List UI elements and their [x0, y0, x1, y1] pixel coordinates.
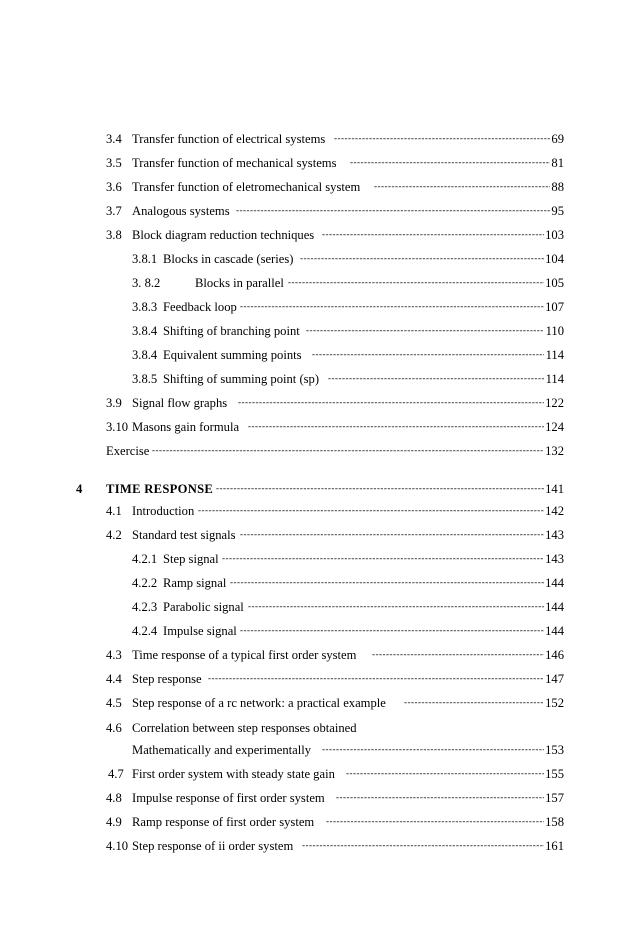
entry-title: Block diagram reduction techniques — [132, 228, 315, 242]
entry-number: 4.4 — [106, 672, 122, 686]
toc-entry-3-6 — [0, 178, 638, 196]
toc-entry-4-6 — [0, 719, 638, 737]
toc-entry-3-8-2 — [0, 274, 638, 292]
dot-leader — [240, 526, 544, 544]
entry-page: 143 — [545, 552, 564, 566]
chapter-number: 4 — [76, 482, 83, 496]
toc-entry-4-1 — [0, 502, 638, 520]
dot-leader — [328, 370, 544, 388]
entry-page: 69 — [551, 132, 564, 146]
entry-number: 3.9 — [106, 396, 122, 410]
dot-leader — [240, 298, 544, 316]
dot-leader — [288, 274, 544, 292]
entry-number: 4.9 — [106, 815, 122, 829]
entry-number: 4.2.2 — [132, 576, 158, 590]
toc-entry-4-5 — [0, 694, 638, 712]
entry-page: 142 — [545, 504, 564, 518]
toc-entry-3-9 — [0, 394, 638, 412]
toc-entry-4-2-4 — [0, 622, 638, 640]
entry-page: 105 — [545, 276, 564, 290]
entry-number: 3.6 — [106, 180, 122, 194]
entry-page: 153 — [545, 743, 564, 757]
entry-title-continued: Mathematically and experimentally — [132, 743, 312, 757]
entry-page: 152 — [545, 696, 564, 710]
entry-number: 3.10 — [106, 420, 129, 434]
entry-page: 114 — [545, 348, 564, 362]
toc-entry-4-2-3 — [0, 598, 638, 616]
chapter-title: TIME RESPONSE — [106, 482, 214, 496]
entry-number: 3.8.3 — [132, 300, 158, 314]
toc-entry-3-8-5 — [0, 370, 638, 388]
entry-title: First order system with steady state gain — [132, 767, 335, 781]
toc-entry-4-6-continued — [0, 741, 638, 759]
toc-entry-3-7 — [0, 202, 638, 220]
entry-page: 88 — [551, 180, 564, 194]
entry-page: 155 — [545, 767, 564, 781]
dot-leader — [302, 837, 544, 855]
entry-page: 124 — [545, 420, 564, 434]
dot-leader — [238, 394, 544, 412]
entry-title: Transfer function of electrical systems — [132, 132, 326, 146]
entry-number: 3.8 — [106, 228, 122, 242]
dot-leader — [312, 346, 544, 364]
entry-title: Shifting of branching point — [163, 324, 300, 338]
toc-entry-4-4 — [0, 670, 638, 688]
entry-title: Feedback loop — [163, 300, 237, 314]
entry-title: Equivalent summing points — [163, 348, 302, 362]
entry-number: 4.2.4 — [132, 624, 158, 638]
entry-page: 114 — [545, 372, 564, 386]
entry-title: Signal flow graphs — [132, 396, 228, 410]
toc-entry-3-4 — [0, 130, 638, 148]
entry-number: 3. 8.2 — [132, 276, 161, 290]
entry-title: Exercise — [106, 444, 150, 458]
entry-title: Impulse response of first order system — [132, 791, 325, 805]
entry-number: 3.8.1 — [132, 252, 158, 266]
entry-title: Introduction — [132, 504, 195, 518]
toc-entry-4-9 — [0, 813, 638, 831]
toc-entry-4-10 — [0, 837, 638, 855]
entry-page: 143 — [545, 528, 564, 542]
entry-number: 3.8.5 — [132, 372, 158, 386]
entry-number: 3.5 — [106, 156, 122, 170]
entry-page: 144 — [545, 624, 564, 638]
entry-number: 4.5 — [106, 696, 122, 710]
entry-page: 161 — [545, 839, 564, 853]
toc-entry-4-2-2 — [0, 574, 638, 592]
toc-entry-3-5 — [0, 154, 638, 172]
entry-page: 157 — [545, 791, 564, 805]
entry-title: Parabolic signal — [163, 600, 244, 614]
dot-leader — [322, 226, 544, 244]
dot-leader — [248, 418, 544, 436]
toc-entry-3-8 — [0, 226, 638, 244]
entry-number: 3.4 — [106, 132, 122, 146]
entry-title: Masons gain formula — [132, 420, 240, 434]
entry-page: 147 — [545, 672, 564, 686]
entry-number: 4.2.3 — [132, 600, 158, 614]
entry-title: Transfer function of eletromechanical system — [132, 180, 361, 194]
entry-number: 3.8.4 — [132, 348, 158, 362]
toc-entry-3-8-3 — [0, 298, 638, 316]
entry-page: 103 — [545, 228, 564, 242]
entry-page: 81 — [551, 156, 564, 170]
entry-page: 144 — [545, 576, 564, 590]
dot-leader — [248, 598, 544, 616]
toc-entry-3-8-4b — [0, 346, 638, 364]
toc-entry-exercise — [0, 442, 638, 460]
entry-number: 4.2.1 — [132, 552, 158, 566]
entry-number: 4.1 — [106, 504, 122, 518]
dot-leader — [230, 574, 544, 592]
entry-title: Shifting of summing point (sp) — [163, 372, 320, 386]
entry-title: Impulse signal — [163, 624, 237, 638]
entry-page: 95 — [551, 204, 564, 218]
toc-chapter-4 — [0, 480, 638, 498]
entry-page: 122 — [545, 396, 564, 410]
entry-page: 158 — [545, 815, 564, 829]
entry-title: Transfer function of mechanical systems — [132, 156, 337, 170]
toc-entry-4-2 — [0, 526, 638, 544]
toc-entry-4-8 — [0, 789, 638, 807]
dot-leader — [334, 130, 550, 148]
entry-number: 3.7 — [106, 204, 122, 218]
dot-leader — [306, 322, 544, 340]
entry-page: 107 — [545, 300, 564, 314]
toc-entry-4-2-1 — [0, 550, 638, 568]
entry-number: 4.8 — [106, 791, 122, 805]
entry-number: 4.2 — [106, 528, 122, 542]
dot-leader — [300, 250, 544, 268]
entry-number: 4.10 — [106, 839, 129, 853]
entry-title: Blocks in cascade (series) — [163, 252, 294, 266]
entry-title: Standard test signals — [132, 528, 236, 542]
toc-entry-3-8-4a — [0, 322, 638, 340]
dot-leader — [208, 670, 544, 688]
entry-title: Analogous systems — [132, 204, 230, 218]
entry-title: Step response of ii order system — [132, 839, 294, 853]
entry-page: 104 — [545, 252, 564, 266]
entry-title: Step response of a rc network: a practical example — [132, 696, 386, 710]
dot-leader — [322, 741, 544, 759]
entry-title: Correlation between step responses obtained — [132, 721, 357, 735]
dot-leader — [326, 813, 544, 831]
dot-leader — [372, 646, 544, 664]
entry-title: Step response — [132, 672, 202, 686]
entry-page: 146 — [545, 648, 564, 662]
dot-leader — [152, 442, 544, 460]
entry-title: Ramp signal — [163, 576, 227, 590]
entry-page: 141 — [545, 482, 564, 496]
dot-leader — [336, 789, 544, 807]
toc-entry-4-3 — [0, 646, 638, 664]
dot-leader — [198, 502, 544, 520]
entry-title: Step signal — [163, 552, 219, 566]
dot-leader — [216, 480, 544, 498]
entry-number: 4.3 — [106, 648, 122, 662]
dot-leader — [236, 202, 550, 220]
dot-leader — [222, 550, 544, 568]
entry-title: Ramp response of first order system — [132, 815, 315, 829]
entry-number: 4.6 — [106, 721, 122, 735]
entry-number: 4.7 — [108, 767, 124, 781]
toc-entry-3-10 — [0, 418, 638, 436]
toc-entry-4-7 — [0, 765, 638, 783]
entry-page: 144 — [545, 600, 564, 614]
dot-leader — [240, 622, 544, 640]
dot-leader — [346, 765, 544, 783]
entry-page: 110 — [545, 324, 564, 338]
entry-title: Blocks in parallel — [195, 276, 284, 290]
toc-entry-3-8-1 — [0, 250, 638, 268]
entry-number: 3.8.4 — [132, 324, 158, 338]
entry-page: 132 — [545, 444, 564, 458]
entry-title: Time response of a typical first order system — [132, 648, 357, 662]
